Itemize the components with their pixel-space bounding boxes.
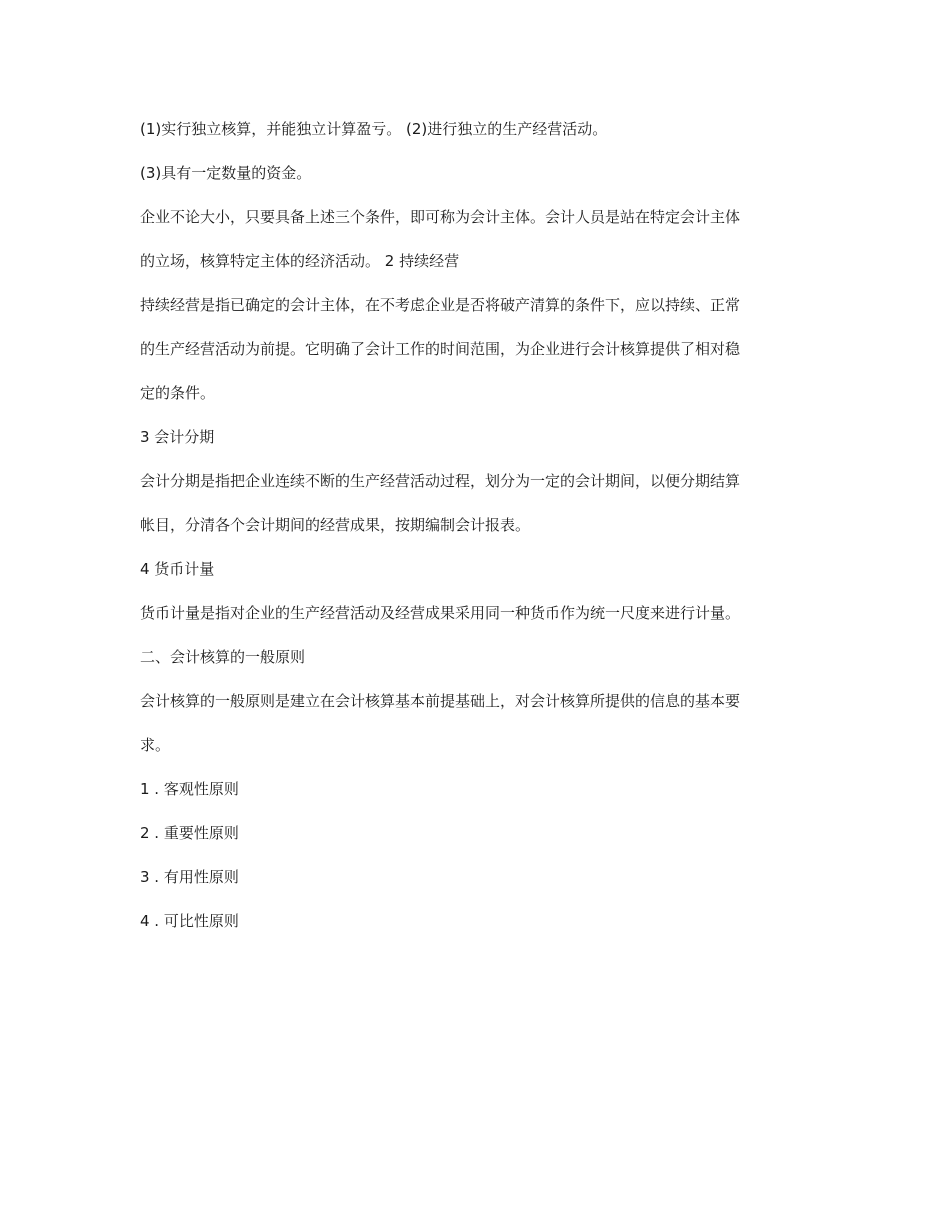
paragraph: 持续经营是指已确定的会计主体，在不考虑企业是否将破产清算的条件下，应以持续、正常 bbox=[140, 296, 741, 314]
section-heading: 3 会计分期 bbox=[140, 428, 215, 446]
list-item: 1 . 客观性原则 bbox=[140, 780, 239, 798]
list-item: 3 . 有用性原则 bbox=[140, 868, 239, 886]
section-heading: 二、会计核算的一般原则 bbox=[140, 648, 306, 666]
paragraph: 帐目，分清各个会计期间的经营成果，按期编制会计报表。 bbox=[140, 516, 531, 534]
paragraph: 货币计量是指对企业的生产经营活动及经营成果采用同一种货币作为统一尺度来进行计量。 bbox=[140, 604, 741, 622]
paragraph: 企业不论大小，只要具备上述三个条件，即可称为会计主体。会计人员是站在特定会计主体 bbox=[140, 208, 741, 226]
paragraph: 会计核算的一般原则是建立在会计核算基本前提基础上，对会计核算所提供的信息的基本要 bbox=[140, 692, 741, 710]
paragraph: (1)实行独立核算，并能独立计算盈亏。 (2)进行独立的生产经营活动。 bbox=[140, 120, 608, 138]
list-item: 4 . 可比性原则 bbox=[140, 912, 239, 930]
document-body bbox=[140, 116, 810, 952]
paragraph: 的生产经营活动为前提。它明确了会计工作的时间范围，为企业进行会计核算提供了相对稳 bbox=[140, 340, 741, 358]
paragraph: 定的条件。 bbox=[140, 384, 216, 402]
paragraph: (3)具有一定数量的资金。 bbox=[140, 164, 312, 182]
paragraph: 会计分期是指把企业连续不断的生产经营活动过程，划分为一定的会计期间，以便分期结算 bbox=[140, 472, 741, 490]
paragraph: 的立场，核算特定主体的经济活动。 2 持续经营 bbox=[140, 252, 460, 270]
section-heading: 4 货币计量 bbox=[140, 560, 215, 578]
list-item: 2 . 重要性原则 bbox=[140, 824, 239, 842]
paragraph: 求。 bbox=[140, 736, 171, 754]
